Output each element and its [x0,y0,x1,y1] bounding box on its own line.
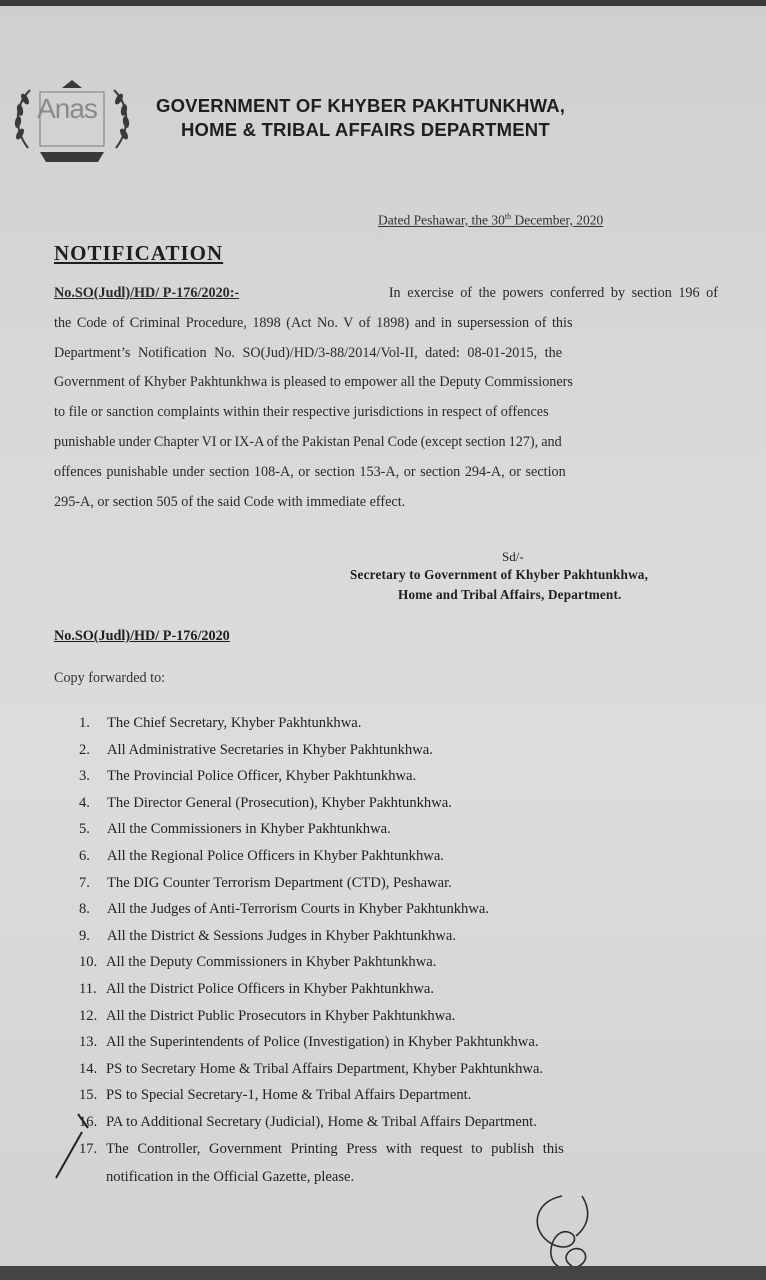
notification-body [54,279,718,517]
department-header [156,94,565,142]
list-item [79,870,719,897]
list-item-text: PS to Special Secretary-1, Home & Tribal Affairs Department. [106,1087,472,1104]
list-item-text: The Director General (Prosecution), Khyber Pakhtunkhwa. [107,794,452,811]
list-item-text: All the Judges of Anti-Terrorism Courts in Khyber Pakhtunkhwa. [107,901,490,918]
scan-edge-bottom [0,1266,766,1280]
list-item [79,923,719,950]
list-item [79,1003,719,1030]
notification-ref: No.SO(Judl)/HD/ P-176/2020:- [54,285,240,301]
list-item-text: The Chief Secretary, Khyber Pakhtunkhwa. [107,715,362,731]
list-item-number: 12. [79,1007,98,1024]
body-line-6 [54,428,718,458]
distribution-list [79,710,719,1191]
body-text: to file or sanction complaints within their respective jurisdictions in respect of offences [54,404,549,421]
body-line-3 [54,339,718,369]
sd-mark: Sd/- [502,549,524,564]
list-item-number: 7. [79,874,90,891]
body-line-2 [54,309,718,339]
date-prefix: Dated Peshawar, the 30 [378,212,505,228]
list-item-text: All the Deputy Commissioners in Khyber Pakhtunkhwa. [106,954,437,971]
list-item-text: All the District Public Prosecutors in Khyber Pakhtunkhwa. [106,1007,456,1024]
body-text: Government of Khyber Pakhtunkhwa is pleased to empower all the Deputy Commissioners [54,374,573,391]
notification-title: NOTIFICATION [54,241,224,265]
list-item-text: All Administrative Secretaries in Khyber Pakhtunkhwa. [107,741,433,758]
list-item-text: PA to Additional Secretary (Judicial), Home & Tribal Affairs Department. [106,1113,537,1130]
list-item-number: 2. [79,741,90,758]
list-item-number: 15. [79,1087,98,1104]
list-item [79,1029,719,1056]
list-item-number: 6. [79,847,90,864]
header-line-2: HOME & TRIBAL AFFAIRS DEPARTMENT [181,119,550,140]
list-item [79,763,719,790]
list-item [79,1109,719,1136]
list-item [79,949,719,976]
body-line-5 [54,398,718,428]
body-line-7 [54,458,718,488]
list-item-number: 14. [79,1060,98,1077]
list-item-number: 5. [79,821,90,838]
list-item-text: All the District Police Officers in Khyber Pakhtunkhwa. [106,980,435,997]
header-line-1: GOVERNMENT OF KHYBER PAKHTUNKHWA, [156,95,566,116]
list-item-number: 11. [79,980,97,997]
date-superscript: th [504,212,512,221]
copy-forwarded-label: Copy forwarded to: [54,670,166,686]
list-item-number: 13. [79,1034,98,1051]
body-text: the Code of Criminal Procedure, 1898 (Act No. V of 1898) and in supersession of this [54,314,573,331]
list-item-text: PS to Secretary Home & Tribal Affairs Department, Khyber Pakhtunkhwa. [106,1060,544,1077]
emblem-watermark-text: Anas [37,93,97,124]
list-item [79,710,719,737]
list-item-text: All the Superintendents of Police (Investigation) in Khyber Pakhtunkhwa. [106,1034,539,1051]
list-item [79,1056,719,1083]
list-item [79,1082,719,1109]
body-text: punishable under Chapter VI or IX-A of the Pakistan Penal Code (except section 127), and [54,433,562,450]
list-item-row [79,1136,719,1163]
date-line [378,212,603,229]
scan-edge-top [0,0,766,6]
list-item-text: The DIG Counter Terrorism Department (CTD), Peshawar. [107,874,452,891]
list-item [79,976,719,1003]
list-item [79,843,719,870]
list-item-number: 1. [79,715,90,731]
signatory-department: Home and Tribal Affairs, Department. [398,587,622,602]
body-line-8 [54,488,718,518]
list-item-text: The Provincial Police Officer, Khyber Pakhtunkhwa. [107,768,417,785]
body-line-1 [54,279,718,309]
list-item-number: 16. [79,1113,98,1130]
date-suffix: December, 2020 [511,212,604,228]
list-item [79,1136,719,1191]
list-item [79,816,719,843]
list-item-number: 10. [79,954,98,971]
list-item [79,737,719,764]
list-item-text: The Controller, Government Printing Press with request to publish this [106,1140,564,1157]
list-item-text: All the Regional Police Officers in Khyber Pakhtunkhwa. [107,847,444,864]
list-item-text-continued: notification in the Official Gazette, please. [106,1169,355,1186]
body-text: 295-A, or section 505 of the said Code with immediate effect. [54,493,406,510]
list-item-number: 8. [79,901,90,918]
list-item-text: All the District & Sessions Judges in Khyber Pakhtunkhwa. [107,927,457,944]
list-item-number: 3. [79,768,90,785]
body-text: offences punishable under section 108-A, or section 153-A, or section 294-A, or section [54,463,566,480]
body-line-4 [54,368,718,398]
list-item-number: 4. [79,794,90,811]
body-text: Department’s Notification No. SO(Jud)/HD/3-88/2014/Vol-II, dated: 08-01-2015, the [54,344,563,361]
list-item-text: All the Commissioners in Khyber Pakhtunkhwa. [107,821,391,838]
pen-mark-icon [52,1110,112,1180]
list-item [79,790,719,817]
list-item [79,896,719,923]
body-text: In exercise of the powers conferred by section 196 of [388,285,718,301]
list-item-number: 17. [79,1140,98,1157]
list-item-number: 9. [79,927,90,944]
handwritten-signature-icon [522,1192,612,1272]
signatory-title: Secretary to Government of Khyber Pakhtunkhwa, [350,567,649,582]
copy-ref-number: No.SO(Judl)/HD/ P-176/2020 [54,628,230,644]
